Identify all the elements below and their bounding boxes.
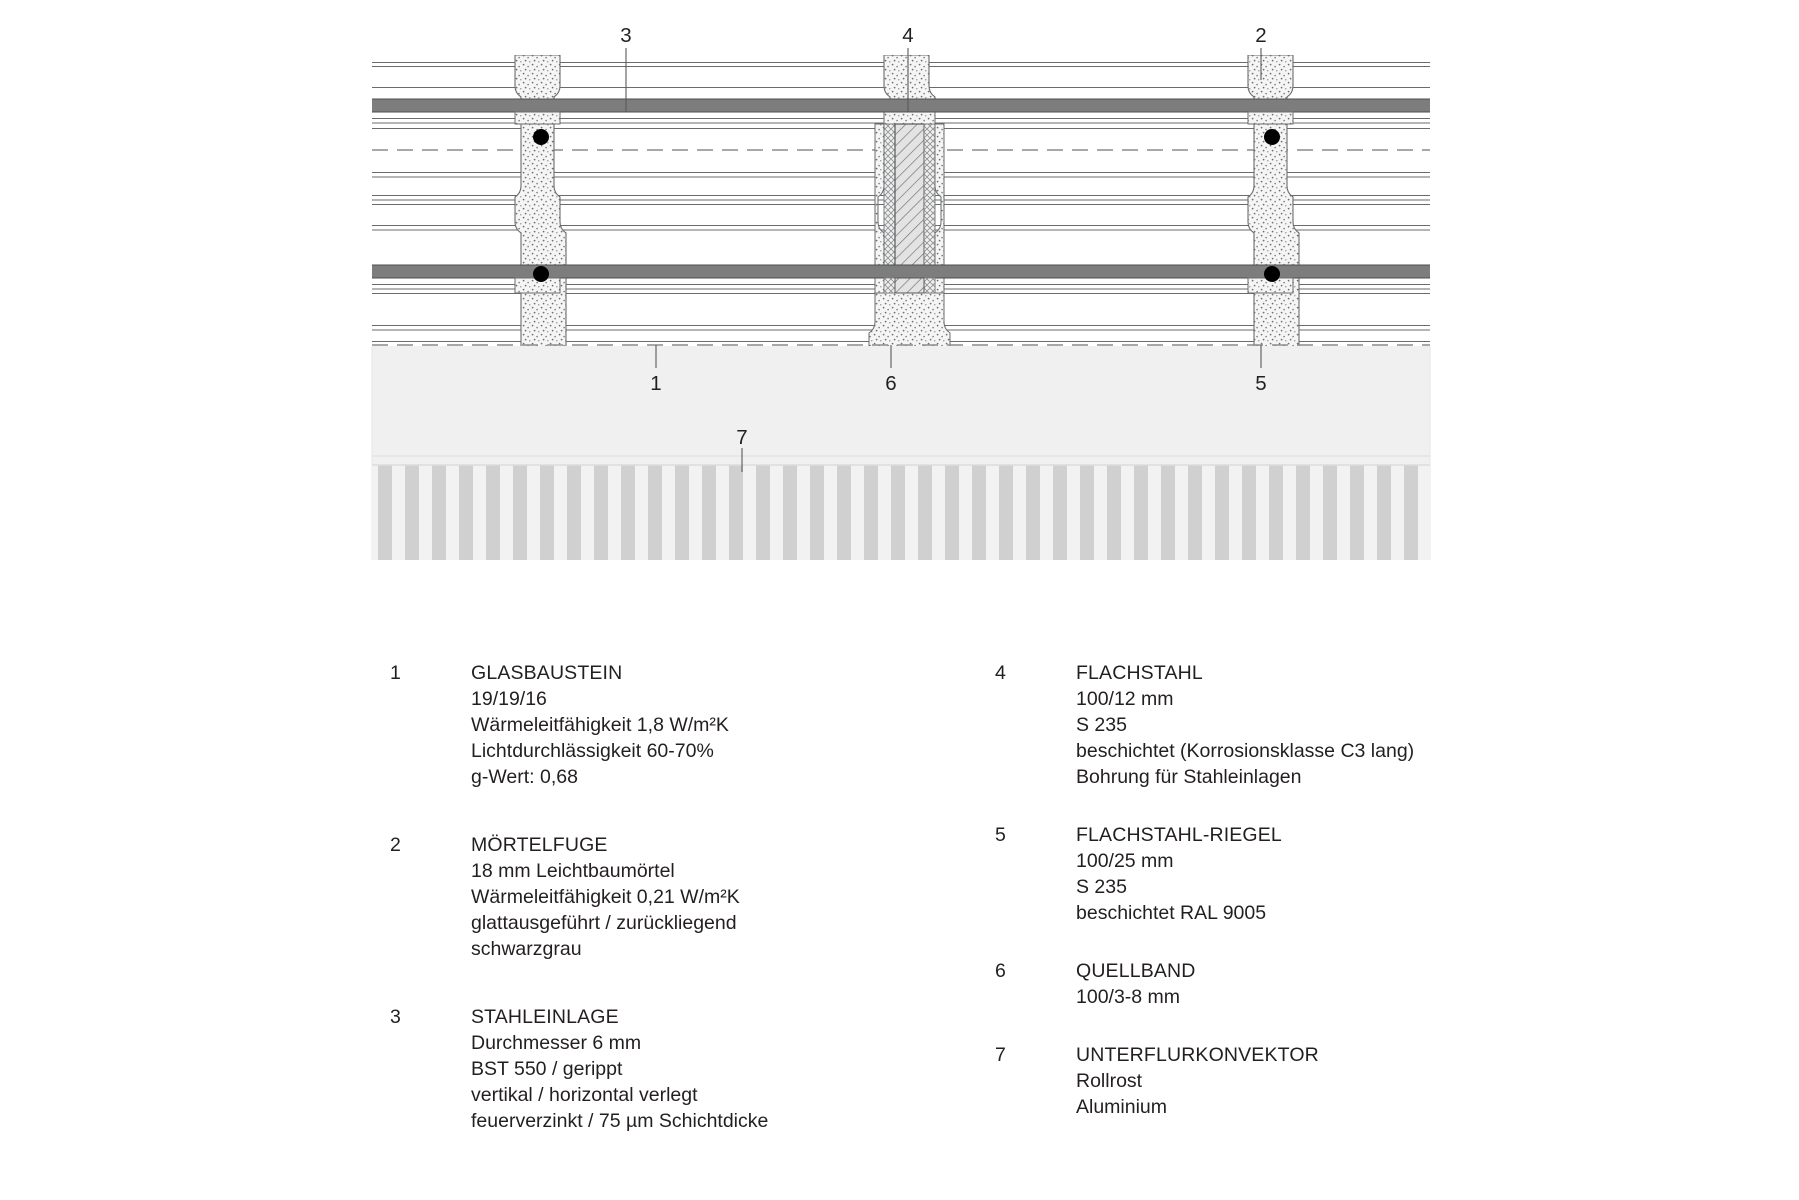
callout-7: 7 xyxy=(736,426,748,449)
steel-insert-dot xyxy=(533,266,549,282)
callout-5: 5 xyxy=(1255,372,1267,395)
legend-column-left xyxy=(390,660,950,1160)
legend-detail-line: Durchmesser 6 mm xyxy=(471,1032,642,1054)
legend-detail-line: beschichtet (Korrosionsklasse C3 lang) xyxy=(1076,740,1415,762)
callout-3: 3 xyxy=(620,24,632,47)
legend-entry-3 xyxy=(390,1004,950,1134)
legend-entry-2 xyxy=(390,832,950,962)
legend-body xyxy=(471,1004,950,1134)
legend-number: 7 xyxy=(995,1044,1006,1066)
legend-detail-line: 100/25 mm xyxy=(1076,850,1174,872)
legend-detail-line: Rollrost xyxy=(1076,1070,1143,1092)
steel-insert-dot xyxy=(1264,129,1280,145)
legend-detail-line: Aluminium xyxy=(1076,1096,1168,1118)
legend-number: 2 xyxy=(390,834,401,856)
callout-1: 1 xyxy=(650,372,662,395)
legend-entry-1 xyxy=(390,660,950,790)
legend-title: FLACHSTAHL-RIEGEL xyxy=(1076,824,1282,846)
callout-2: 2 xyxy=(1255,24,1267,47)
legend-title: MÖRTELFUGE xyxy=(471,834,608,856)
legend-number: 6 xyxy=(995,960,1006,982)
legend-detail-line: schwarzgrau xyxy=(471,938,582,960)
legend-title: UNTERFLURKONVEKTOR xyxy=(1076,1044,1319,1066)
legend-entry-6 xyxy=(995,958,1615,1010)
legend-detail-line: S 235 xyxy=(1076,876,1127,898)
detail-drawing xyxy=(0,0,1799,560)
legend-body xyxy=(471,832,950,962)
legend-detail-line: S 235 xyxy=(1076,714,1127,736)
legend-detail-line: g-Wert: 0,68 xyxy=(471,766,578,788)
vertical-section-svg xyxy=(0,0,1799,560)
legend-body xyxy=(1076,1042,1615,1120)
legend-detail-line: glattausgeführt / zurückliegend xyxy=(471,912,737,934)
legend-number: 5 xyxy=(995,824,1006,846)
legend-detail-line: 19/19/16 xyxy=(471,688,547,710)
legend-entry-4 xyxy=(995,660,1615,790)
legend-detail-line: beschichtet RAL 9005 xyxy=(1076,902,1267,924)
legend-detail-line: Wärmeleitfähigkeit 0,21 W/m²K xyxy=(471,886,740,908)
legend-detail-line: Bohrung für Stahleinlagen xyxy=(1076,766,1302,788)
legend-title: FLACHSTAHL xyxy=(1076,662,1203,684)
callout-4: 4 xyxy=(902,24,914,47)
legend-detail-line: 100/3-8 mm xyxy=(1076,986,1181,1008)
callout-6: 6 xyxy=(885,372,897,395)
legend-column-right xyxy=(995,660,1615,1146)
legend-detail-line: vertikal / horizontal verlegt xyxy=(471,1084,698,1106)
legend-body xyxy=(1076,822,1615,926)
floor-panel xyxy=(372,346,1430,465)
legend-title: STAHLEINLAGE xyxy=(471,1006,619,1028)
legend-number: 3 xyxy=(390,1006,401,1028)
legend-detail-line: Wärmeleitfähigkeit 1,8 W/m²K xyxy=(471,714,729,736)
legend-detail-line: 18 mm Leichtbaumörtel xyxy=(471,860,675,882)
legend-body xyxy=(471,660,950,790)
legend-title: QUELLBAND xyxy=(1076,960,1196,982)
legend-entry-5 xyxy=(995,822,1615,926)
glass-block-wall xyxy=(372,55,1430,347)
legend-detail-line: feuerverzinkt / 75 µm Schichtdicke xyxy=(471,1110,769,1132)
legend-body xyxy=(1076,958,1615,1010)
legend-title: GLASBAUSTEIN xyxy=(471,662,623,684)
legend-number: 4 xyxy=(995,662,1006,684)
legend xyxy=(0,660,1799,1132)
underfloor-convector-grate xyxy=(372,465,1430,560)
legend-entry-7 xyxy=(995,1042,1615,1120)
steel-insert-dot xyxy=(1264,266,1280,282)
legend-detail-line: 100/12 mm xyxy=(1076,688,1174,710)
legend-detail-line: BST 550 / gerippt xyxy=(471,1058,623,1080)
steel-insert-dot xyxy=(533,129,549,145)
legend-detail-line: Lichtdurchlässigkeit 60-70% xyxy=(471,740,714,762)
legend-body xyxy=(1076,660,1615,790)
legend-number: 1 xyxy=(390,662,401,684)
